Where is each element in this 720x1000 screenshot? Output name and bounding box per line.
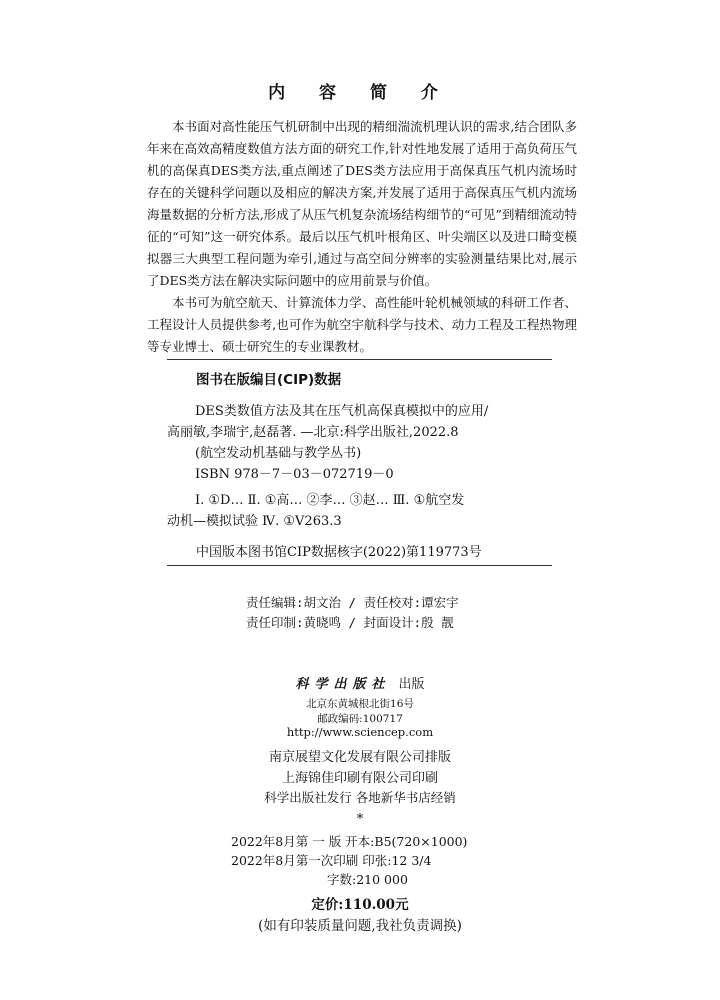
cip-record-block — [167, 401, 557, 485]
imprint-line-printing: 2022年8月第一次印刷 印张:12 3/4 — [231, 853, 432, 868]
distribution-line: 科学出版社发行 各地新华书店经销 — [264, 790, 456, 805]
separator-star: * — [356, 812, 364, 827]
publisher-name: 科学出版社 — [295, 677, 391, 692]
imprint-line-wordcount: 字数:210 000 — [327, 872, 408, 887]
cip-line-series: (航空发动机基础与教学丛书) — [195, 446, 362, 461]
publisher-url: http://www.sciencep.com — [286, 725, 434, 739]
summary-paragraph-2: 本书可为航空航天、计算流体力学、高性能叶轮机械领域的科研工作者、工程设计人员提供参考,也可作为航空宇航科学与技术、动力工程及工程热物理等专业博士、硕士研究生的专业课教材。 — [147, 295, 577, 354]
publisher-postcode: 邮政编码:100717 — [317, 713, 403, 725]
quality-note: (如有印装质量问题,我社负责调换) — [258, 918, 462, 934]
summary-section — [147, 116, 577, 358]
cip-bottom-divider — [167, 565, 552, 566]
cip-subject-block — [167, 490, 557, 532]
editors-line-2: 责任印制:黄晓鸣 / 封面设计:殷 靓 — [246, 615, 454, 630]
cip-record-number: 中国版本图书馆CIP数据核字(2022)第119773号 — [196, 545, 482, 560]
page-title: 内 容 简 介 — [268, 83, 452, 103]
cip-top-divider — [167, 359, 552, 360]
imprint-line-edition: 2022年8月第 一 版 开本:B5(720×1000) — [231, 834, 468, 849]
cip-heading: 图书在版编目(CIP)数据 — [196, 372, 342, 388]
summary-paragraph-1: 本书面对高性能压气机研制中出现的精细湍流机理认识的需求,结合团队多年来在高效高精度数值方法方面的研究工作,针对性地发展了适用于高负荷压气机的高保真DES类方法,重点阐述了DES类方法应用于高保真压气机内流场时存在的关键科学问题以及相应的解决方案,并发展了适用于高保真压气机内流场海量数据的分析方法,形成了从压气机复杂流场结构细节的“可见”到精细流动特征的“可知”这一研究体系。最后以压气机叶根角区、叶尖端区以及进口畸变模拟器三大典型工程问题为牵引,通过与高空间分辨率的实验测量结果比对,展示了DES类方法在解决实际问题中的应用前景与价值。 — [147, 119, 577, 288]
editors-block — [246, 593, 459, 633]
price-line: 定价:110.00元 — [311, 897, 409, 913]
cip-line-title: DES类数值方法及其在压气机高保真模拟中的应用/ — [195, 404, 489, 419]
printer-line: 上海锦佳印刷有限公司印刷 — [281, 771, 438, 786]
cip-line-subjects: Ⅰ. ①D… Ⅱ. ①高… ②李… ③赵… Ⅲ. ①航空发 — [195, 493, 465, 508]
publisher-address: 北京东黄城根北街16号 — [306, 698, 414, 710]
cip-line-authors: 高丽敏,李瑞宇,赵磊著. —北京:科学出版社,2022.8 — [167, 425, 459, 440]
cip-line-classification: 动机—模拟试验 Ⅳ. ①V263.3 — [167, 514, 342, 529]
typesetter-line: 南京展望文化发展有限公司排版 — [268, 750, 451, 765]
publisher-suffix: 出版 — [398, 677, 425, 692]
publisher-line — [0, 673, 720, 692]
editors-line-1: 责任编辑:胡文治 / 责任校对:谭宏宇 — [246, 595, 459, 610]
cip-line-isbn: ISBN 978－7－03－072719－0 — [195, 467, 394, 482]
imprint-block — [231, 832, 467, 889]
